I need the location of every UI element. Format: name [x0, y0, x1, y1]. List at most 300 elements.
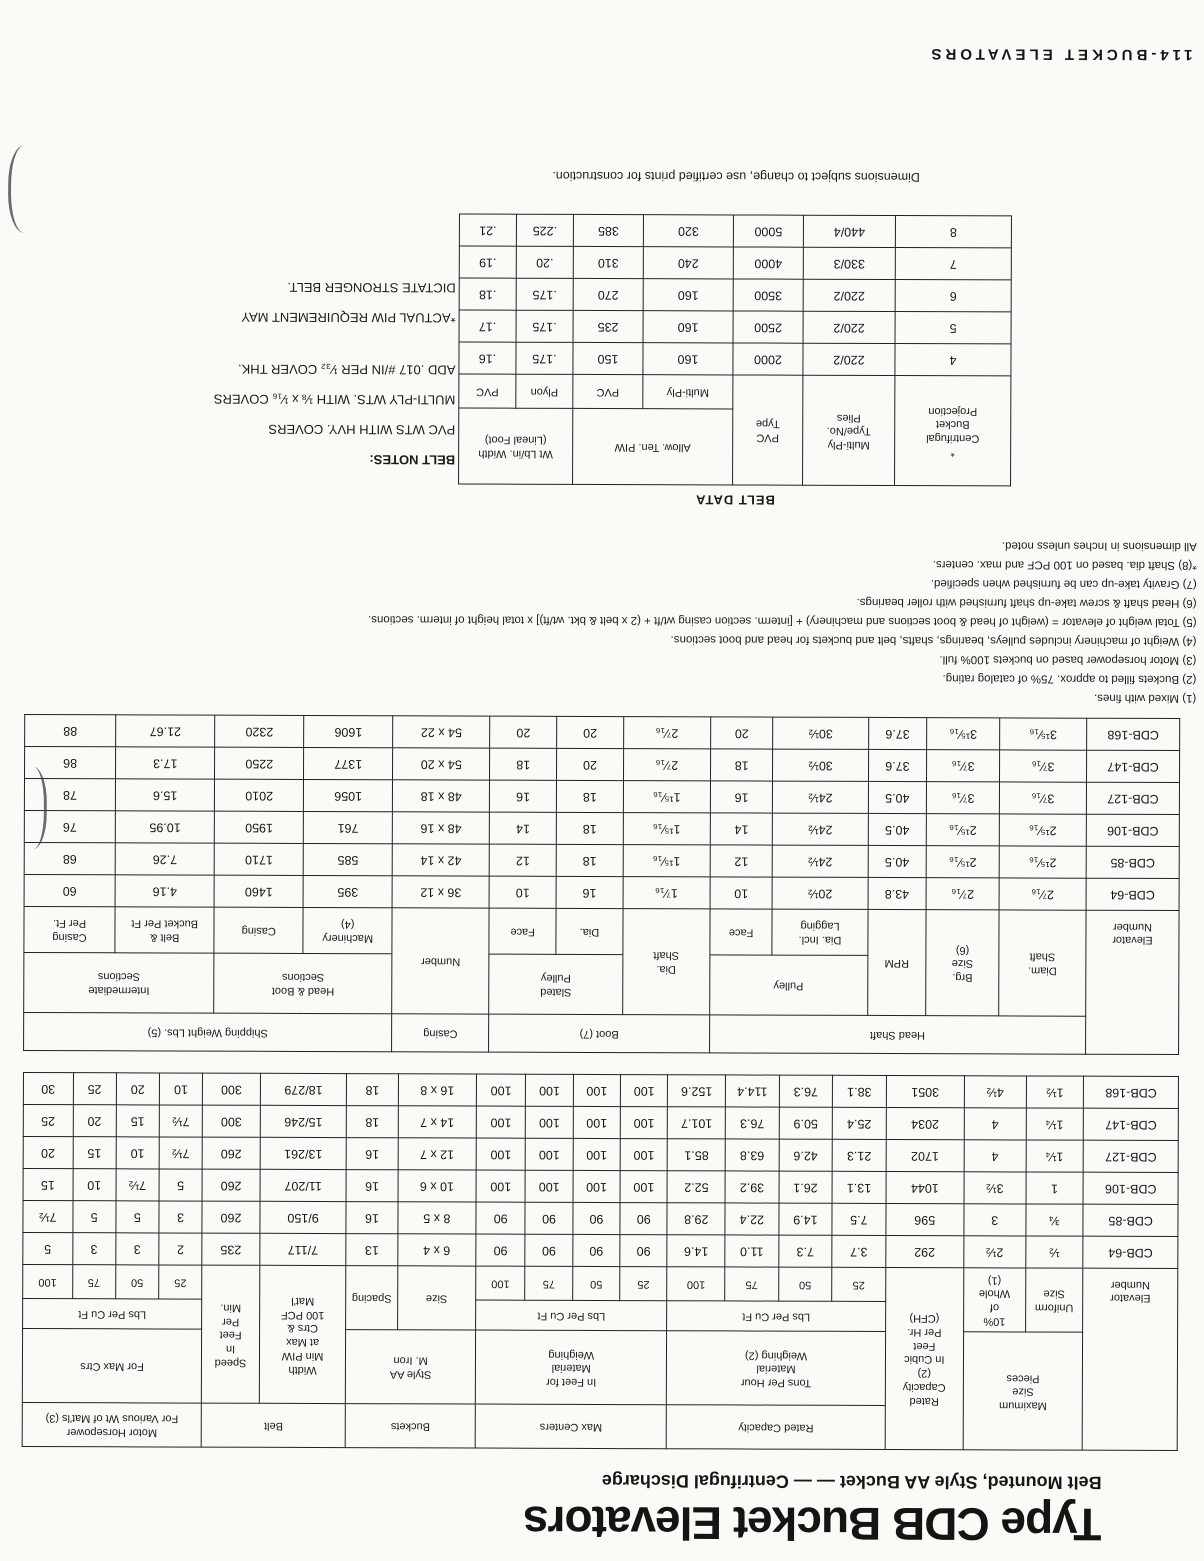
col-header-rated-capacity-cfh: Rated Capacity (2) In Cubic Feet Per Hr. (CFH): [885, 1267, 964, 1449]
data-cell: 3¹⁵⁄₁₆: [927, 718, 1000, 750]
data-cell: 20: [116, 1073, 159, 1105]
data-cell: .18: [459, 278, 516, 310]
data-cell: 16: [710, 781, 773, 813]
data-cell: 24½: [773, 813, 868, 845]
col-header-dia-incl-lagging: Dia. Incl. Lagging: [772, 909, 867, 955]
table-row: [459, 310, 1011, 344]
data-cell: 1710: [214, 843, 303, 875]
data-cell: 20: [490, 716, 557, 748]
data-cell: 596: [886, 1203, 964, 1235]
col-header-lbs-50: 50: [115, 1265, 158, 1299]
data-cell: 20½: [773, 877, 868, 909]
group-header-buckets: Buckets: [345, 1404, 475, 1448]
group-header-max-centers: Max Centers: [475, 1404, 667, 1449]
data-cell: 16: [490, 780, 557, 812]
data-cell: 88: [25, 714, 116, 746]
data-cell: 18: [490, 748, 557, 780]
data-cell: 18: [556, 812, 623, 844]
page-subtitle: Belt Mounted, Style AA Bucket — — Centrifugal Discharge: [601, 1470, 1102, 1493]
col-header-bucket-projection: * Centrifugal Bucket Projection: [895, 376, 1011, 486]
data-cell: 3⁷⁄₁₆: [999, 750, 1086, 782]
data-cell: 18: [347, 1106, 399, 1138]
data-cell: 270: [573, 278, 643, 310]
data-cell: 100: [573, 1138, 620, 1170]
data-cell: .175: [516, 278, 573, 310]
footnote-line: (3) Motor horsepower based on buckets 100% full.: [939, 653, 1197, 667]
data-cell: 48 x 16: [392, 812, 489, 844]
sub-header-lbs-per-cu-ft-2: Lbs Per Cu Ft: [476, 1300, 668, 1331]
data-cell: 18: [556, 844, 623, 876]
col-header-belt-speed: Speed In Feet Per Min.: [202, 1265, 260, 1403]
data-cell: 160: [643, 343, 733, 375]
data-cell: 100: [476, 1074, 526, 1106]
table-row: [459, 278, 1011, 312]
col-header-boot-dia-shaft: Dia. Shaft: [622, 909, 709, 1015]
data-cell: 2¹⁵⁄₁₆: [926, 814, 999, 846]
col-header-casing-number: Number: [392, 908, 489, 1014]
row-label-cell: 7: [895, 248, 1011, 280]
table-row: [25, 714, 1180, 750]
data-cell: 220/2: [803, 343, 895, 375]
data-cell: 10: [116, 1137, 159, 1169]
belt-notes: [135, 271, 456, 474]
col-header-maximum-size-pieces: Maximum Size Pieces: [963, 1332, 1083, 1450]
belt-data-table-body: [459, 214, 1012, 376]
row-label-cell: CDB-147: [1086, 750, 1179, 782]
col-header-belt-bucket-per-ft: Belt & Bucket Per Ft: [115, 907, 214, 953]
data-cell: 2¹⁵⁄₁₆: [999, 846, 1086, 878]
data-cell: 1377: [304, 747, 393, 779]
data-cell: 10: [710, 877, 773, 909]
data-cell: 11.0: [725, 1235, 779, 1267]
col-header-diam-shaft: Diam. Shaft: [999, 910, 1086, 1016]
data-cell: 7/117: [260, 1233, 347, 1265]
row-label-cell: CDB-106: [1086, 814, 1179, 846]
data-cell: 15/246: [260, 1105, 347, 1137]
row-label-cell: CDB-64: [1083, 1236, 1178, 1268]
col-header-lbs-100: 100: [667, 1267, 725, 1301]
data-cell: 5: [72, 1201, 115, 1233]
data-cell: 7.5: [832, 1203, 886, 1235]
data-cell: 2000: [733, 343, 803, 375]
table-row: [24, 778, 1179, 814]
footnote-line: (5) Total weight of elevator = (weight of head & boot sections and machinery) + [interm. section casing wt/ft + (2 x belt & bkt. wt/ft)] x total height of interm. sections.: [368, 613, 1197, 629]
data-cell: 16 x 8: [398, 1074, 476, 1106]
data-cell: .175: [516, 342, 573, 374]
data-cell: 18: [347, 1074, 399, 1106]
data-cell: 7½: [159, 1105, 202, 1137]
data-cell: 3.7: [832, 1235, 886, 1267]
col-header-boot-pulley-dia: Dia.: [556, 908, 623, 954]
data-cell: 29.8: [667, 1203, 725, 1235]
data-cell: 1¹⁵⁄₁₆: [623, 781, 710, 813]
data-cell: 3⁷⁄₁₆: [999, 782, 1086, 814]
row-label-cell: 6: [895, 280, 1011, 312]
data-cell: 585: [303, 843, 392, 875]
data-cell: 100: [573, 1170, 620, 1202]
data-cell: 4: [964, 1140, 1026, 1172]
sub-header-pulley: Pulley: [709, 955, 867, 1016]
data-cell: 2: [159, 1233, 202, 1265]
data-cell: 78: [24, 778, 115, 810]
data-cell: 63.8: [725, 1139, 779, 1171]
col-header-lbs-75: 75: [525, 1266, 572, 1300]
col-header-brg-size: Brg. Size (6): [926, 910, 999, 1016]
data-cell: 21.3: [832, 1139, 886, 1171]
data-cell: 3: [964, 1204, 1026, 1236]
table-row: [23, 1136, 1178, 1172]
title-block: [523, 1469, 1102, 1551]
table-row: [459, 342, 1011, 376]
data-cell: 2⁷⁄₁₆: [623, 717, 710, 749]
data-cell: 50.9: [779, 1107, 833, 1139]
data-cell: 54 x 22: [393, 716, 490, 748]
data-cell: 48 x 18: [393, 780, 490, 812]
data-cell: 15.6: [116, 779, 215, 811]
row-label-cell: CDB-147: [1084, 1108, 1179, 1140]
data-cell: 52.2: [667, 1171, 725, 1203]
data-cell: 220/2: [803, 311, 895, 343]
page-footer: 114-BUCKET ELEVATORS: [927, 45, 1193, 64]
data-cell: 3⁷⁄₁₆: [927, 750, 1000, 782]
data-cell: 1: [1026, 1172, 1084, 1204]
data-cell: 1056: [304, 779, 393, 811]
col-header-lbs-25: 25: [832, 1267, 886, 1301]
row-label-cell: CDB-85: [1086, 846, 1179, 878]
data-cell: 90: [525, 1202, 572, 1234]
data-cell: 76.3: [779, 1075, 833, 1107]
data-cell: 6 x 4: [398, 1234, 476, 1266]
data-cell: 40.5: [868, 781, 927, 813]
data-cell: 14: [710, 813, 773, 845]
data-cell: 14: [490, 812, 557, 844]
data-cell: 100: [526, 1138, 573, 1170]
data-cell: 330/3: [803, 247, 895, 279]
data-cell: 300: [202, 1105, 260, 1137]
col-header-pct-of-whole: 10% of Whole (1): [963, 1268, 1025, 1332]
col-header-lbs-50: 50: [572, 1266, 619, 1300]
data-cell: 1950: [215, 811, 304, 843]
data-cell: .16: [459, 342, 516, 374]
row-label-cell: CDB-127: [1086, 782, 1179, 814]
sub-header-for-max-ctrs: For Max Ctrs: [22, 1328, 201, 1403]
data-cell: 114.4: [726, 1075, 780, 1107]
col-header-lbs-100: 100: [23, 1264, 73, 1298]
data-cell: 160: [643, 279, 733, 311]
data-cell: 100: [476, 1170, 526, 1202]
data-cell: 85.1: [668, 1139, 726, 1171]
table-row: [459, 246, 1011, 280]
data-cell: 2034: [886, 1107, 964, 1139]
data-cell: 16: [346, 1202, 398, 1234]
sub-header-style-aa: Style AA M. Iron: [346, 1330, 476, 1404]
data-cell: 4000: [733, 247, 803, 279]
data-cell: 21.67: [116, 715, 215, 747]
sub-header-slated-pulley: Slated Pulley: [489, 954, 623, 1014]
data-cell: 100: [573, 1074, 620, 1106]
data-cell: 100: [476, 1138, 526, 1170]
col-header-multiply-type-plies: Multi-Ply Type/No. Plies: [803, 375, 895, 485]
col-header-allow-multi-ply: Multi-Ply: [643, 375, 733, 409]
col-header-lbs-100: 100: [476, 1266, 526, 1300]
data-cell: 3½: [964, 1172, 1026, 1204]
footnote-line: *(8) Shaft dia. based on 100 PCF and max. centers.: [932, 558, 1197, 572]
row-label-cell: 8: [895, 216, 1011, 248]
data-cell: 310: [573, 246, 643, 278]
data-cell: 440/4: [803, 215, 895, 247]
data-cell: 25: [73, 1073, 116, 1105]
data-cell: .19: [459, 246, 516, 278]
data-cell: 3051: [886, 1075, 964, 1107]
data-cell: 235: [202, 1233, 260, 1265]
data-cell: 3: [159, 1201, 202, 1233]
data-cell: 60: [24, 874, 115, 906]
row-label-cell: CDB-85: [1083, 1204, 1178, 1236]
data-cell: 1¹⁵⁄₁₆: [623, 813, 710, 845]
data-cell: 100: [620, 1139, 667, 1171]
sub-header-lbs-per-cu-ft-1: Lbs Per Cu Ft: [667, 1301, 885, 1332]
sub-header-intermediate-sections: Intermediate Sections: [24, 952, 214, 1013]
data-cell: ½: [1025, 1236, 1083, 1268]
page-title: Type CDB Bucket Elevators: [523, 1496, 1102, 1551]
col-header-bucket-spacing: Spacing: [346, 1266, 398, 1330]
data-cell: 8 x 5: [398, 1202, 476, 1234]
data-cell: 43.8: [868, 877, 927, 909]
data-cell: 20: [73, 1105, 116, 1137]
data-cell: 7½: [159, 1137, 202, 1169]
group-header-allow-ten-piw: Allow. Ten. PIW: [573, 408, 733, 485]
data-cell: 42 x 14: [392, 844, 489, 876]
data-cell: 20: [557, 748, 624, 780]
belt-note-line: MULTI-PLY WTS. WITH ⅛ x ¹⁄₁₆ COVERS: [213, 391, 456, 408]
data-cell: 235: [573, 310, 643, 342]
data-cell: 101.7: [668, 1107, 726, 1139]
data-cell: 100: [620, 1075, 667, 1107]
data-cell: 11/207: [260, 1169, 347, 1201]
data-cell: 100: [476, 1106, 526, 1138]
data-cell: 42.6: [779, 1139, 833, 1171]
data-cell: 16: [346, 1138, 398, 1170]
data-cell: 20: [710, 717, 773, 749]
data-cell: 25.4: [832, 1107, 886, 1139]
belt-notes-footnote: [136, 271, 456, 332]
data-cell: 320: [643, 215, 733, 247]
table-row: [25, 746, 1180, 782]
col-header-lbs-25: 25: [620, 1267, 667, 1301]
group-header-casing: Casing: [392, 1014, 489, 1052]
col-header-pulley-face: Face: [710, 909, 773, 955]
row-label-cell: 5: [895, 312, 1011, 344]
sub-header-in-feet-for-material: In Feet for Material Weighing: [475, 1330, 667, 1405]
data-cell: 10.95: [115, 811, 214, 843]
data-cell: 395: [303, 875, 392, 907]
col-header-lbs-50: 50: [778, 1267, 832, 1301]
data-cell: 14.6: [667, 1235, 725, 1267]
col-header-bucket-size: Size: [397, 1266, 475, 1330]
data-cell: 24½: [773, 845, 868, 877]
data-cell: 30: [23, 1072, 73, 1104]
data-cell: 22.4: [725, 1203, 779, 1235]
data-cell: .225: [516, 214, 573, 246]
data-cell: 2500: [733, 311, 803, 343]
sub-header-head-boot-sections: Head & Boot Sections: [214, 953, 392, 1014]
col-header-rpm: RPM: [867, 909, 926, 1015]
data-cell: 2010: [215, 779, 304, 811]
data-cell: 10 x 6: [398, 1170, 476, 1202]
data-cell: 13: [346, 1234, 398, 1266]
col-header-pvc-type: PVC Type: [733, 375, 803, 485]
capacity-table: [22, 1072, 1179, 1451]
table-row: [459, 214, 1011, 248]
belt-note-line: PVC WTS WITH HVY. COVERS: [268, 421, 456, 438]
col-header-casing-per-ft: Casing Per Ft.: [24, 906, 115, 952]
data-cell: 76.3: [725, 1107, 779, 1139]
data-cell: 10: [73, 1169, 116, 1201]
row-label-cell: CDB-106: [1083, 1172, 1178, 1204]
data-cell: 76: [24, 810, 115, 842]
data-cell: 2¹⁵⁄₁₆: [926, 846, 999, 878]
data-cell: 39.2: [725, 1171, 779, 1203]
data-cell: 761: [304, 811, 393, 843]
data-cell: 90: [620, 1235, 667, 1267]
table-row: [24, 874, 1179, 910]
col-header-elevator-number: Elevator Number: [1086, 910, 1180, 1054]
footnote-line: (6) Head shaft & screw take-up shaft furnished with roller bearings.: [856, 595, 1197, 610]
data-cell: 15: [23, 1168, 73, 1200]
data-cell: 260: [202, 1201, 260, 1233]
data-cell: 37.6: [868, 749, 927, 781]
data-cell: 1¼: [1026, 1140, 1084, 1172]
data-cell: 100: [525, 1170, 572, 1202]
data-cell: 160: [643, 311, 733, 343]
data-cell: 7½: [23, 1200, 73, 1232]
data-cell: 3: [116, 1233, 159, 1265]
data-cell: 12: [489, 844, 556, 876]
data-cell: 14.9: [779, 1203, 833, 1235]
data-cell: 13/261: [260, 1137, 347, 1169]
belt-note-line: ADD .017 #/IN PER ¹⁄₃₂ COVER THK.: [237, 361, 456, 378]
data-cell: 30½: [773, 717, 868, 749]
data-cell: 1702: [886, 1139, 964, 1171]
data-cell: 1606: [304, 715, 393, 747]
data-cell: 150: [573, 342, 643, 374]
row-label-cell: CDB-168: [1087, 718, 1180, 750]
belt-notes-heading: BELT NOTES:: [369, 452, 456, 468]
footnote-line: (4) Weight of machinery includes pulleys, bearings, shafts, belt and buckets for head and boot sections.: [670, 633, 1197, 648]
col-header-lbs-75: 75: [72, 1265, 115, 1299]
col-header-belt-width-piw: Width Min PIW at Max Ctrs & 100 PCF Mat'l: [259, 1265, 346, 1403]
sub-header-lbs-per-cu-ft-3: Lbs Per Cu Ft: [23, 1298, 202, 1329]
data-cell: 20: [23, 1136, 73, 1168]
data-cell: 3⁷⁄₁₆: [927, 782, 1000, 814]
data-cell: 100: [526, 1074, 573, 1106]
footnotes: [26, 532, 1197, 707]
data-cell: .17: [459, 310, 516, 342]
data-cell: 7.26: [115, 843, 214, 875]
group-header-motor-horsepower: Motor Horsepower For Various Wt of Mat'ls (3): [22, 1402, 201, 1447]
footnote-line: (7) Gravity take-up can be furnished when specified.: [930, 577, 1197, 591]
data-cell: 4½: [964, 1076, 1026, 1108]
belt-note-footnote-line: *ACTUAL PIW REQUIREMENT MAY: [241, 309, 456, 326]
data-cell: 9/150: [260, 1201, 347, 1233]
data-cell: 18: [710, 749, 773, 781]
data-cell: 90: [525, 1234, 572, 1266]
pen-mark: [8, 145, 41, 233]
data-cell: 16: [556, 876, 623, 908]
data-cell: 24½: [773, 781, 868, 813]
data-cell: 90: [573, 1234, 620, 1266]
data-cell: 12 x 7: [398, 1138, 476, 1170]
data-cell: 36 x 12: [392, 876, 489, 908]
data-cell: 68: [24, 842, 115, 874]
data-cell: 14 x 7: [398, 1106, 476, 1138]
table-row: [24, 810, 1179, 846]
row-label-cell: CDB-127: [1083, 1140, 1178, 1172]
belt-data-table: [458, 213, 1012, 486]
data-cell: 30½: [773, 749, 868, 781]
table-row: [23, 1232, 1178, 1268]
table-row: [23, 1168, 1178, 1204]
data-cell: .175: [516, 310, 573, 342]
data-cell: 16: [346, 1170, 398, 1202]
data-cell: 54 x 20: [393, 748, 490, 780]
data-cell: 152.6: [668, 1075, 726, 1107]
data-cell: 2⁷⁄₁₆: [623, 749, 710, 781]
data-cell: 292: [885, 1235, 963, 1267]
data-cell: 18: [556, 780, 623, 812]
data-cell: 15: [116, 1105, 159, 1137]
data-cell: 5: [159, 1169, 202, 1201]
data-cell: 240: [643, 247, 733, 279]
footnote-line: (2) Buckets filled to approx. 75% of catalog rating.: [942, 672, 1197, 686]
capacity-table-body: [23, 1072, 1179, 1268]
data-cell: 1460: [214, 875, 303, 907]
belt-data-section: [459, 214, 1012, 509]
data-cell: 15: [73, 1137, 116, 1169]
data-cell: 25: [23, 1104, 73, 1136]
data-cell: 385: [573, 214, 643, 246]
footnote-line: (1) Mixed with fines.: [1094, 691, 1197, 705]
col-header-boot-pulley-face: Face: [489, 908, 556, 954]
data-cell: 1½: [1026, 1076, 1084, 1108]
data-cell: 10: [159, 1073, 202, 1105]
data-cell: 26.1: [779, 1171, 833, 1203]
data-cell: 100: [620, 1107, 667, 1139]
group-header-shipping-weight: Shipping Weight Lbs. (5): [24, 1012, 392, 1051]
col-header-wt-pvc: PVC: [459, 374, 516, 408]
data-cell: 260: [202, 1137, 260, 1169]
row-label-cell: CDB-168: [1084, 1076, 1179, 1108]
data-cell: 3: [72, 1233, 115, 1265]
dimension-table-body: [24, 714, 1180, 910]
col-header-wt-plyon: Plyon: [516, 374, 573, 408]
table-row: [23, 1200, 1178, 1236]
sub-header-tons-per-hour: Tons Per Hour Material Weighing (2): [667, 1331, 885, 1406]
table-row: [23, 1072, 1178, 1108]
data-cell: 2⁷⁄₁₆: [999, 878, 1086, 910]
data-cell: 86: [25, 746, 116, 778]
data-cell: 5000: [733, 215, 803, 247]
data-cell: 220/2: [803, 279, 895, 311]
data-cell: 2250: [215, 747, 304, 779]
group-header-boot: Boot (7): [489, 1014, 710, 1053]
data-cell: 1¼: [1026, 1108, 1084, 1140]
data-cell: 2⁷⁄₁₆: [926, 878, 999, 910]
data-cell: 13.1: [832, 1171, 886, 1203]
data-cell: 2½: [964, 1236, 1026, 1268]
data-cell: 5: [23, 1232, 73, 1264]
data-cell: .21: [459, 214, 516, 246]
